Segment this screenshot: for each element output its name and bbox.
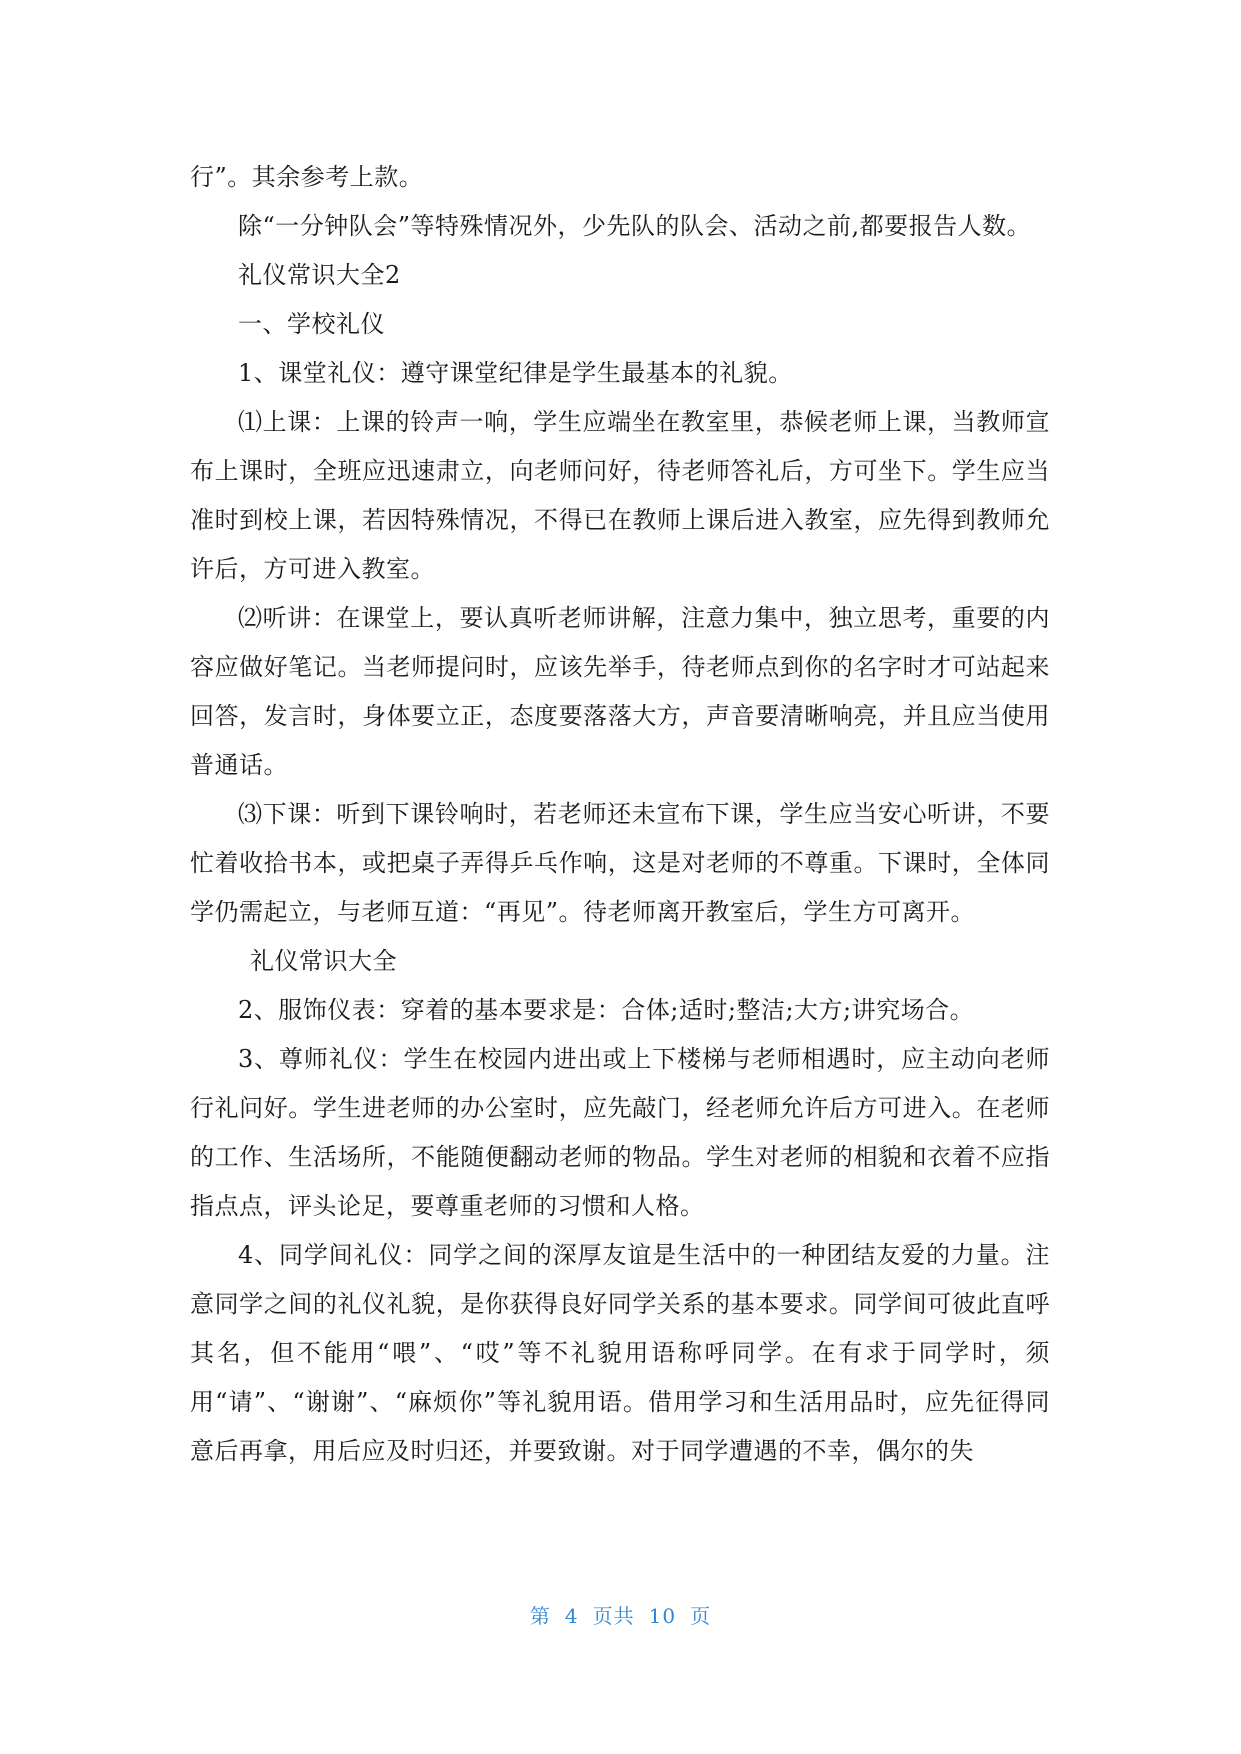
section-heading: 一、学校礼仪 <box>238 310 385 338</box>
paragraph: 3、尊师礼仪：学生在校园内进出或上下楼梯与老师相遇时，应主动向老师行礼问好。学生进老师的办公室时，应先敲门，经老师允许后方可进入。在老师的工作、生活场所，不能随便翻动老师的物品。学生对老师的相貌和衣着不应指指点点，评头论足，要尊重老师的习惯和人格。 <box>190 1045 1050 1220</box>
paragraph: ⑴上课：上课的铃声一响，学生应端坐在教室里，恭候老师上课，当教师宣布上课时，全班应迅速肃立，向老师问好，待老师答礼后，方可坐下。学生应当准时到校上课，若因特殊情况，不得已在教师上课后进入教室，应先得到教师允许后，方可进入教室。 <box>190 408 1050 583</box>
paragraph: 1、课堂礼仪：遵守课堂纪律是学生最基本的礼貌。 <box>238 359 793 387</box>
page-footer <box>0 1601 1241 1631</box>
section-heading: 礼仪常识大全2 <box>238 261 401 289</box>
total-page-count: 10 <box>648 1604 677 1628</box>
paragraph: 行”。其余参考上款。 <box>190 163 424 191</box>
section-heading: 礼仪常识大全 <box>250 947 397 975</box>
footer-word: 页共 <box>592 1604 635 1628</box>
current-page-number: 4 <box>564 1604 579 1628</box>
body-text <box>190 153 1050 1476</box>
paragraph: 除“一分钟队会”等特殊情况外，少先队的队会、活动之前,都要报告人数。 <box>238 212 1032 240</box>
paragraph: 2、服饰仪表：穿着的基本要求是：合体;适时;整洁;大方;讲究场合。 <box>238 996 975 1024</box>
footer-word: 第 <box>529 1604 551 1628</box>
paragraph: ⑵听讲：在课堂上，要认真听老师讲解，注意力集中，独立思考，重要的内容应做好笔记。当老师提问时，应该先举手，待老师点到你的名字时才可站起来回答，发言时，身体要立正，态度要落落大方，声音要清晰响亮，并且应当使用普通话。 <box>190 604 1050 779</box>
paragraph: 4、同学间礼仪：同学之间的深厚友谊是生活中的一种团结友爱的力量。注意同学之间的礼仪礼貌，是你获得良好同学关系的基本要求。同学间可彼此直呼其名，但不能用“喂”、“哎”等不礼貌用语称呼同学。在有求于同学时，须用“请”、“谢谢”、“麻烦你”等礼貌用语。借用学习和生活用品时，应先征得同意后再拿，用后应及时归还，并要致谢。对于同学遭遇的不幸，偶尔的失 <box>190 1241 1050 1465</box>
footer-word: 页 <box>690 1604 712 1628</box>
paragraph: ⑶下课：听到下课铃响时，若老师还未宣布下课，学生应当安心听讲，不要忙着收拾书本，或把桌子弄得乒乓作响，这是对老师的不尊重。下课时，全体同学仍需起立，与老师互道：“再见”。待老师离开教室后，学生方可离开。 <box>190 800 1050 926</box>
